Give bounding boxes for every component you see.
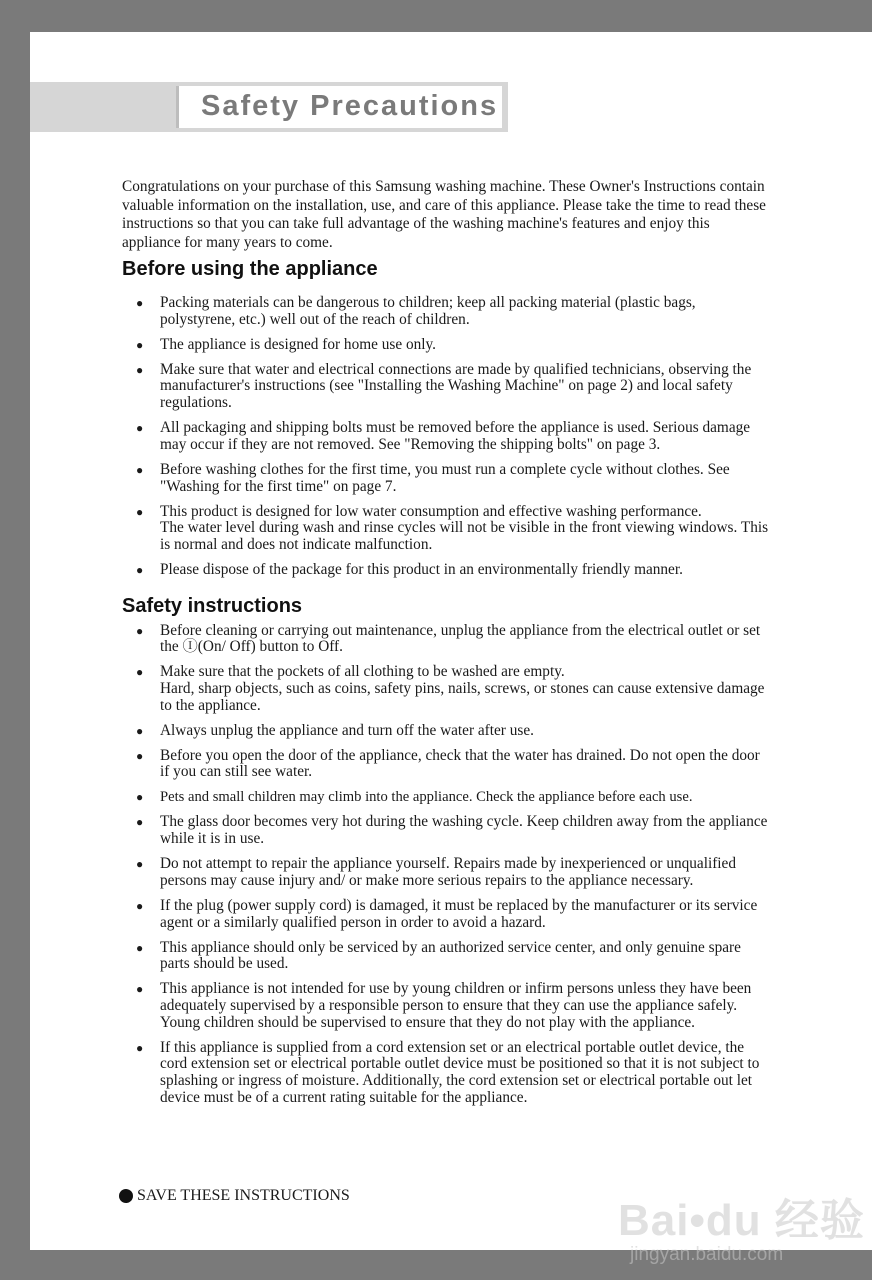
bullet-icon: ● [136, 362, 144, 377]
bullet-icon: ● [136, 723, 144, 738]
intro-paragraph: Congratulations on your purchase of this Samsung washing machine. These Owner's Instructions contain valuable information on the installation, use, and care of this appliance. Please take the time to read these instructions so that you can take full advantage of the washing machine's features and enjoy this appliance for many years to come. [122, 178, 766, 251]
bullet-icon: ● [136, 504, 144, 519]
list-item: ● This appliance should only be serviced by an authorized service center, and only genuine spare parts should be used. [136, 938, 741, 973]
baidu-watermark [618, 1184, 865, 1266]
list-item: ● The glass door becomes very hot during the washing cycle. Keep children away from the appliance while it is in use. [136, 813, 768, 848]
before-using-list [122, 295, 772, 579]
list-item: ● Before cleaning or carrying out maintenance, unplug the appliance from the electrical outlet or set the Ⓘ(On/ Off) button to Off. [136, 621, 761, 656]
list-item: ● This product is designed for low water consumption and effective washing performance. The water level during wash and rinse cycles will not be visible in the front viewing windows. This is normal and does not indicate malfunction. [136, 502, 769, 553]
bullet-icon: ● [136, 982, 144, 997]
bullet-icon: ● [136, 562, 144, 577]
bullet-icon: ● [136, 1040, 144, 1055]
bullet-icon: ● [136, 857, 144, 872]
list-item: ● Before washing clothes for the first time, you must run a complete cycle without clothes. See "Washing for the first time" on page 7. [136, 460, 730, 495]
title-box [176, 86, 502, 128]
bullet-icon: ● [136, 815, 144, 830]
list-item: ● This appliance is not intended for use by young children or infirm persons unless they have been adequately supervised by a responsible person to ensure that they can use the appliance safely. Young children should be supervised to ensure that they do not play with the appliance. [136, 980, 752, 1031]
list-item: ● If this appliance is supplied from a cord extension set or an electrical portable outlet device, the cord extension set or electrical portable outlet device must be positioned so that it is not subject to splashing or ingress of moisture. Additionally, the cord extension set or electrical portable out let device must be of a current rating suitable for the appliance. [136, 1038, 760, 1106]
footer-save-instructions: SAVE THESE INSTRUCTIONS [119, 1187, 350, 1205]
watermark-logo: Bai•du 经验 [618, 1196, 865, 1245]
list-item: ● Always unplug the appliance and turn off the water after use. [136, 721, 534, 739]
list-item: ● Before you open the door of the appliance, check that the water has drained. Do not open the door if you can still see water. [136, 746, 760, 781]
safety-instructions-list [122, 623, 772, 1107]
list-item: ● Pets and small children may climb into the appliance. Check the appliance before each use. [136, 789, 693, 806]
list-item: ● The appliance is designed for home use only. [136, 335, 436, 353]
list-item: ● Please dispose of the package for this product in an environmentally friendly manner. [136, 560, 683, 578]
footer-bullet-icon [119, 1189, 133, 1203]
document-page [30, 32, 872, 1265]
bullet-icon: ● [136, 790, 144, 805]
bullet-icon: ● [136, 296, 144, 310]
list-item: ● If the plug (power supply cord) is damaged, it must be replaced by the manufacturer or its service agent or a similarly qualified person in order to avoid a hazard. [136, 896, 758, 931]
section-heading-before-using: Before using the appliance [122, 258, 378, 280]
bullet-icon: ● [136, 748, 144, 763]
bullet-icon: ● [136, 462, 144, 477]
section-heading-safety-instructions: Safety instructions [122, 594, 303, 617]
list-item: ● Packing materials can be dangerous to children; keep all packing material (plastic bags, polystyrene, etc.) well out of the reach of children. [136, 294, 696, 328]
content [122, 178, 772, 1115]
title-band [30, 82, 508, 132]
bullet-icon: ● [136, 898, 144, 913]
list-item: ● Make sure that water and electrical connections are made by qualified technicians, observing the manufacturer's instructions (see "Installing the Washing Machine" on page 2) and local safety regulations. [136, 360, 752, 412]
bullet-icon: ● [136, 421, 144, 436]
bullet-icon: ● [136, 665, 144, 680]
bullet-icon: ● [136, 337, 144, 352]
list-item: ● Do not attempt to repair the appliance yourself. Repairs made by inexperienced or unqualified persons may cause injury and/ or make more serious repairs to the appliance necessary. [136, 855, 736, 889]
bullet-icon: ● [136, 940, 144, 955]
list-item: ● All packaging and shipping bolts must be removed before the appliance is used. Serious damage may occur if they are not removed. See "Removing the shipping bolts" on page 3. [136, 419, 751, 453]
list-item: ● Make sure that the pockets of all clothing to be washed are empty. Hard, sharp objects, such as coins, safety pins, nails, screws, or stones can cause extensive damage to the appliance. [136, 663, 765, 714]
watermark-url: jingyan.baidu.com [630, 1244, 784, 1265]
page-title: Safety Precautions [201, 90, 499, 122]
bullet-icon: ● [136, 623, 144, 638]
